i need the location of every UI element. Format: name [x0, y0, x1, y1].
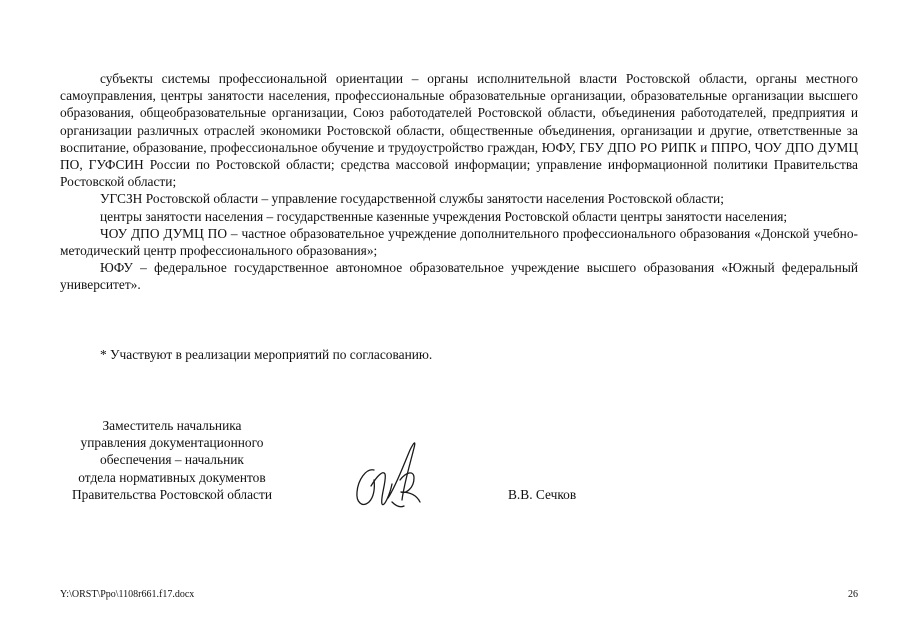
signer-position-line: отдела нормативных документов [78, 469, 266, 485]
signer-position-line: управления документационного [80, 435, 264, 451]
paragraph-subjects: субъекты системы профессиональной ориентации – органы исполнительной власти Ростовской области, органы местного самоуправления, центры занятости населения, профессиональные образовательные организации, образовательные организации высшего образования, общеобразовательные организации, Союз работодателей Ростовской области, объединения работодателей, предприятия и организации различных отраслей экономики Ростовской области, общественные объединения, организации и другие, ответственные за воспитание, образование, профессиональное обучение и трудоустройство граждан, ЮФУ, ГБУ ДПО РО РИПК и ППРО, ЧОУ ДПО ДУМЦ ПО, ГУФСИН России по Ростовской области; средства массовой информации; управление информационной политики Правительства Ростовской области; [60, 71, 858, 190]
signer-position-line: Заместитель начальника [102, 418, 242, 433]
footnote: * Участвуют в реализации мероприятий по согласованию. [100, 347, 433, 362]
paragraph-yufu: ЮФУ – федеральное государственное автономное образовательное учреждение высшего образования «Южный федеральный университет». [60, 260, 858, 293]
page-number: 26 [848, 589, 858, 600]
paragraph-chou-dpo: ЧОУ ДПО ДУМЦ ПО – частное образовательное учреждение дополнительного профессионального образования «Донской учебно-методический центр профессионального образования»; [60, 225, 858, 259]
footer-file-path: Y:\ORST\Ppo\1108r661.f17.docx [60, 589, 195, 600]
signer-position-line: Правительства Ростовской области [71, 486, 273, 502]
paragraph-ugszn: УГСЗН Ростовской области – управление государственной службы занятости населения Ростовской области; [100, 191, 724, 207]
signer-position-line: обеспечения – начальник [100, 452, 244, 468]
body-text [60, 70, 858, 294]
signer-position [50, 417, 294, 503]
paragraph-employment-centers: центры занятости населения – государственные казенные учреждения Ростовской области центры занятости населения; [100, 208, 788, 224]
signer-name: В.В. Сечков [508, 487, 577, 502]
handwritten-signature-icon [352, 436, 432, 512]
